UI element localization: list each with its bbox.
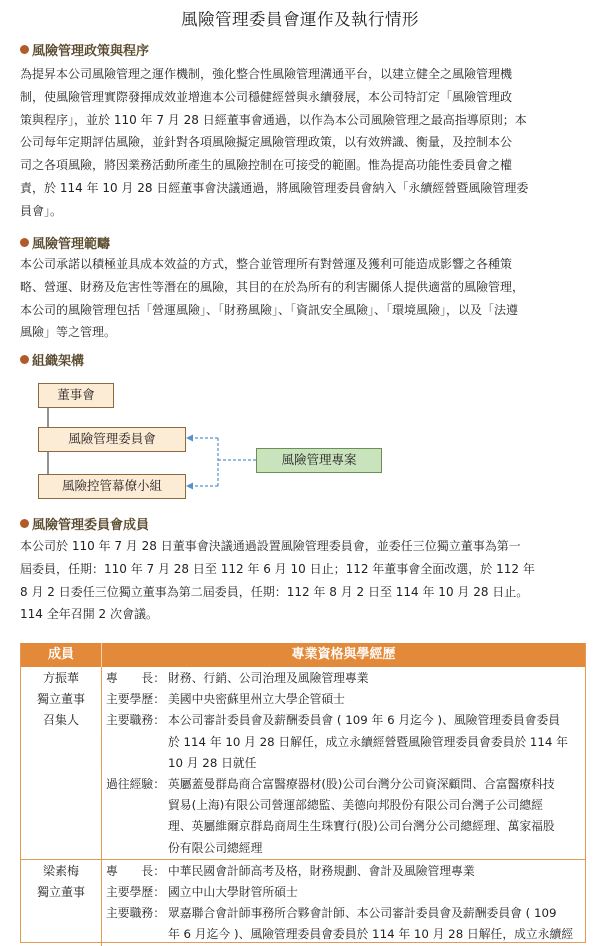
section-heading-members	[20, 514, 149, 533]
detail-label: 專 長：	[106, 671, 165, 685]
section-heading-org-text: 組織架構	[32, 354, 85, 369]
arrow-left-icon	[186, 483, 193, 490]
detail-text: 財務、行銷、公司治理及風險管理專業	[168, 671, 369, 685]
section-heading-scope	[20, 233, 110, 252]
page-title: 風險管理委員會運作及執行情形	[181, 10, 419, 29]
text-line: 8 月 2 日委任三位獨立董事為第二屆委員，任期：112 年 8 月 2 日至 114 年 10 月 28 日止。	[20, 584, 529, 599]
text-line: 員會」。	[20, 203, 63, 218]
bullet-icon	[20, 45, 29, 54]
org-box-committee: 風險管理委員會	[38, 427, 186, 452]
detail-label: 主要學歷：	[106, 885, 165, 900]
bullet-icon	[20, 238, 29, 247]
detail-item	[106, 668, 585, 689]
detail-text: 美國中央密蘇里州立大學企管碩士	[168, 692, 345, 707]
detail-item	[106, 710, 585, 774]
member-name: 梁素梅	[42, 863, 79, 878]
text-line: 本公司承諾以積極並具成本效益的方式，整合並管理所有對營運及獲利可能造成影響之各種策	[20, 257, 513, 271]
text-line: 制，使風險管理實際發揮成效並增進本公司穩健經營與永續發展，本公司特訂定「風險管理政	[20, 89, 513, 104]
member-title: 獨立董事	[36, 692, 85, 706]
detail-label: 過往經驗：	[106, 777, 165, 792]
text-line: 屆委員，任期：110 年 7 月 28 日至 112 年 6 月 10 日止；112 年董事會全面改選，於 112 年	[20, 561, 535, 576]
table-row	[21, 859, 585, 946]
member-detail-cell	[102, 667, 585, 859]
member-name-cell	[21, 860, 102, 946]
text-line: 策與程序」，並於 110 年 7 月 28 日經董事會通過，以作為本公司風險管理之最高指導原則；本	[20, 112, 527, 127]
text-line: 風險」等之管理。	[20, 325, 117, 340]
member-title: 獨立董事	[36, 884, 85, 899]
members-paragraph	[20, 535, 582, 626]
bullet-icon	[20, 519, 29, 528]
member-role: 召集人	[42, 713, 79, 727]
scope-paragraph	[20, 253, 582, 344]
detail-text: 年 6 月迄今 )、風險管理委員會委員於 114 年 10 月 28 日解任，成立永續經	[168, 927, 574, 942]
text-line: 責，於 114 年 10 月 28 日經董事會決議通過，將風險管理委員會納入「永續經營暨風險管理委	[20, 180, 529, 195]
section-heading-org	[20, 350, 84, 369]
section-heading-members-text: 風險管理委員會成員	[32, 518, 150, 533]
text-line: 公司每年定期評估風險，並針對各項風險擬定風險管理政策，以有效辨識、衡量，及控制本公	[20, 135, 513, 150]
detail-text: 英屬蓋曼群島商合富醫療器材(股)公司台灣分公司資深顧問、合富醫療科技	[168, 777, 555, 792]
detail-item	[106, 882, 585, 903]
detail-label: 主要職務：	[106, 713, 165, 728]
arrow-left-icon	[186, 435, 193, 442]
column-header-qualifications: 專業資格與學經歷	[291, 647, 396, 662]
text-line: 本公司的風險管理包括「營運風險」、「財務風險」、「資訊安全風險」、「環境風險」，以及「法遵	[20, 302, 519, 317]
detail-text: 貿易(上海)有限公司營運部總監、美德向邦股份有限公司台灣子公司總經	[168, 798, 543, 813]
text-line: 司之各項風險，將因業務活動所產生的風險控制在可接受的範圍。惟為提高功能性委員會之權	[20, 158, 513, 173]
text-line: 本公司於 110 年 7 月 28 日董事會決議通過設置風險管理委員會，並委任三位獨立董事為第一	[20, 539, 521, 553]
detail-item	[106, 689, 585, 710]
detail-item	[106, 903, 585, 945]
member-name: 方振華	[42, 671, 79, 685]
bullet-icon	[20, 355, 29, 364]
section-heading-policy	[20, 40, 149, 59]
text-line: 為提昇本公司風險管理之運作機制，強化整合性風險管理溝通平台，以建立健全之風險管理機	[20, 67, 513, 81]
section-heading-policy-text: 風險管理政策與程序	[32, 44, 150, 59]
detail-label: 主要學歷：	[106, 692, 165, 707]
detail-label: 主要職務：	[106, 906, 165, 921]
detail-item	[106, 774, 585, 859]
detail-text: 眾嘉聯合會計師事務所合夥會計師、本公司審計委員會及薪酬委員會 ( 109	[168, 906, 557, 921]
members-table	[20, 643, 586, 943]
member-detail-cell	[102, 860, 585, 946]
detail-text: 份有限公司總經理	[168, 840, 263, 855]
member-name-cell	[21, 667, 102, 859]
section-heading-scope-text: 風險管理範疇	[32, 237, 111, 252]
detail-label: 專 長：	[106, 863, 165, 878]
text-line: 略、營運、財務及危害性等潛在的風險，其目的在於為所有的利害關係人提供適當的風險管理，	[20, 279, 525, 294]
table-header	[21, 643, 585, 667]
detail-text: 中華民國會計師高考及格，財務規劃、會計及風險管理專業	[168, 863, 475, 878]
policy-paragraph	[20, 63, 582, 223]
detail-item	[106, 861, 585, 882]
text-line: 114 全年召開 2 次會議。	[20, 607, 158, 622]
detail-text: 於 114 年 10 月 28 日解任，成立永續經營暨風險管理委員會委員於 114 年	[168, 734, 568, 749]
org-box-board: 董事會	[38, 383, 114, 408]
table-row	[21, 667, 585, 859]
detail-text: 10 月 28 日就任	[168, 755, 257, 770]
org-box-team: 風險控管幕僚小組	[38, 474, 186, 499]
detail-text: 國立中山大學財管所碩士	[168, 885, 298, 900]
detail-text: 理、英屬維爾京群島商周生生珠寶行(股)公司台灣分公司總經理、萬家福股	[168, 819, 555, 834]
org-box-specialist: 風險管理專案	[256, 448, 382, 473]
column-header-member: 成員	[21, 643, 102, 667]
detail-text: 本公司審計委員會及薪酬委員會 ( 109 年 6 月迄今 )、風險管理委員會委員	[168, 713, 561, 728]
